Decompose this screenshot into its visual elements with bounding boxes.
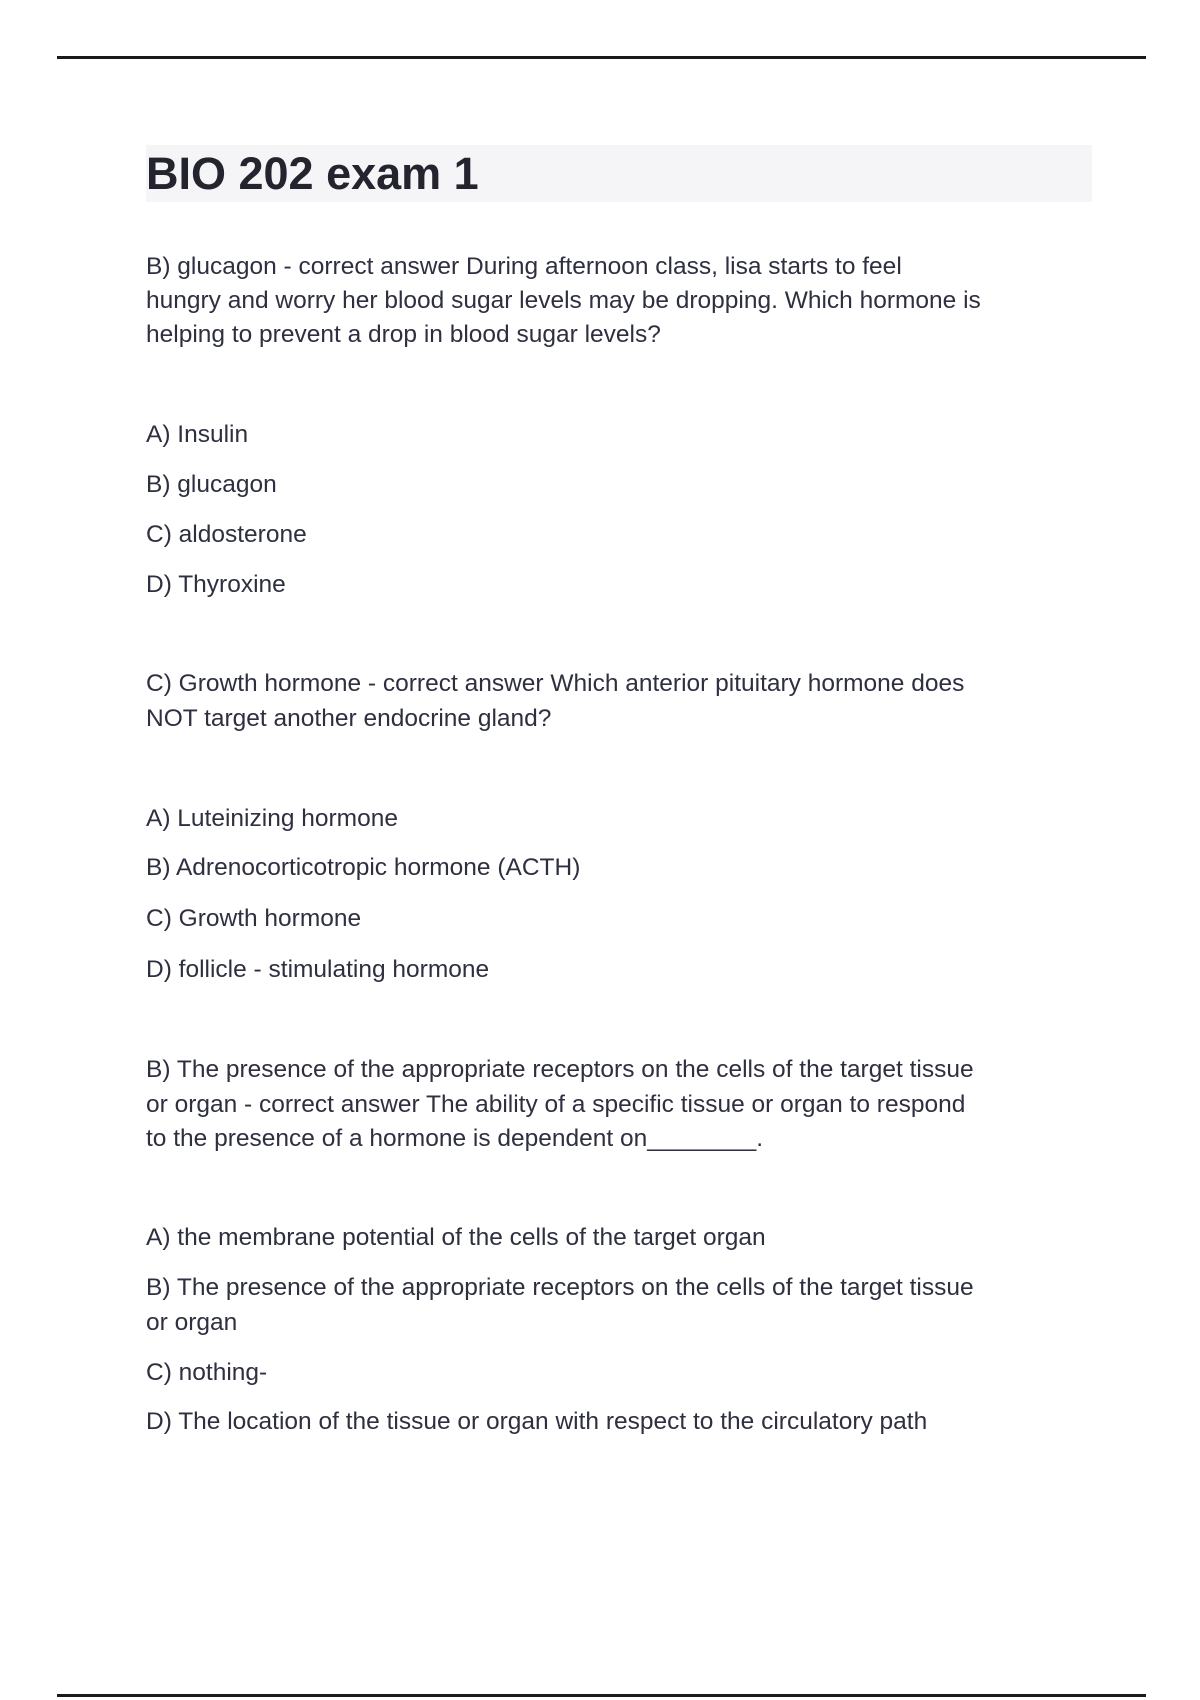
question-2-option-b: B) Adrenocorticotropic hormone (ACTH) [146,854,581,881]
question-2-option-a: A) Luteinizing hormone [146,805,398,832]
question-2-line-2: NOT target another endocrine gland? [146,705,552,732]
question-1-option-c: C) aldosterone [146,521,307,548]
question-1-line-1: B) glucagon - correct answer During afternoon class, lisa starts to feel [146,253,902,280]
question-3-line-3: to the presence of a hormone is dependent on________. [146,1125,764,1152]
question-1-line-3: helping to prevent a drop in blood sugar levels? [146,321,661,348]
question-2-option-c: C) Growth hormone [146,905,362,932]
page-title: BIO 202 exam 1 [146,148,479,199]
question-1-option-d: D) Thyroxine [146,571,286,598]
question-3-option-a: A) the membrane potential of the cells of the target organ [146,1224,766,1251]
top-rule [57,56,1146,59]
question-1-option-a: A) Insulin [146,421,249,448]
question-1-line-2: hungry and worry her blood sugar levels may be dropping. Which hormone is [146,287,981,314]
question-3-option-d: D) The location of the tissue or organ with respect to the circulatory path [146,1408,928,1435]
question-3-line-2: or organ - correct answer The ability of a specific tissue or organ to respond [146,1091,966,1118]
question-2-line-1: C) Growth hormone - correct answer Which anterior pituitary hormone does [146,670,965,697]
question-3-option-b-cont: or organ [146,1309,238,1336]
question-2-option-d: D) follicle - stimulating hormone [146,956,490,983]
bottom-rule [57,1694,1146,1697]
question-3-option-b: B) The presence of the appropriate receptors on the cells of the target tissue [146,1274,974,1301]
question-1-option-b: B) glucagon [146,471,277,498]
question-3-line-1: B) The presence of the appropriate receptors on the cells of the target tissue [146,1056,974,1083]
question-3-option-c: C) nothing- [146,1359,268,1386]
